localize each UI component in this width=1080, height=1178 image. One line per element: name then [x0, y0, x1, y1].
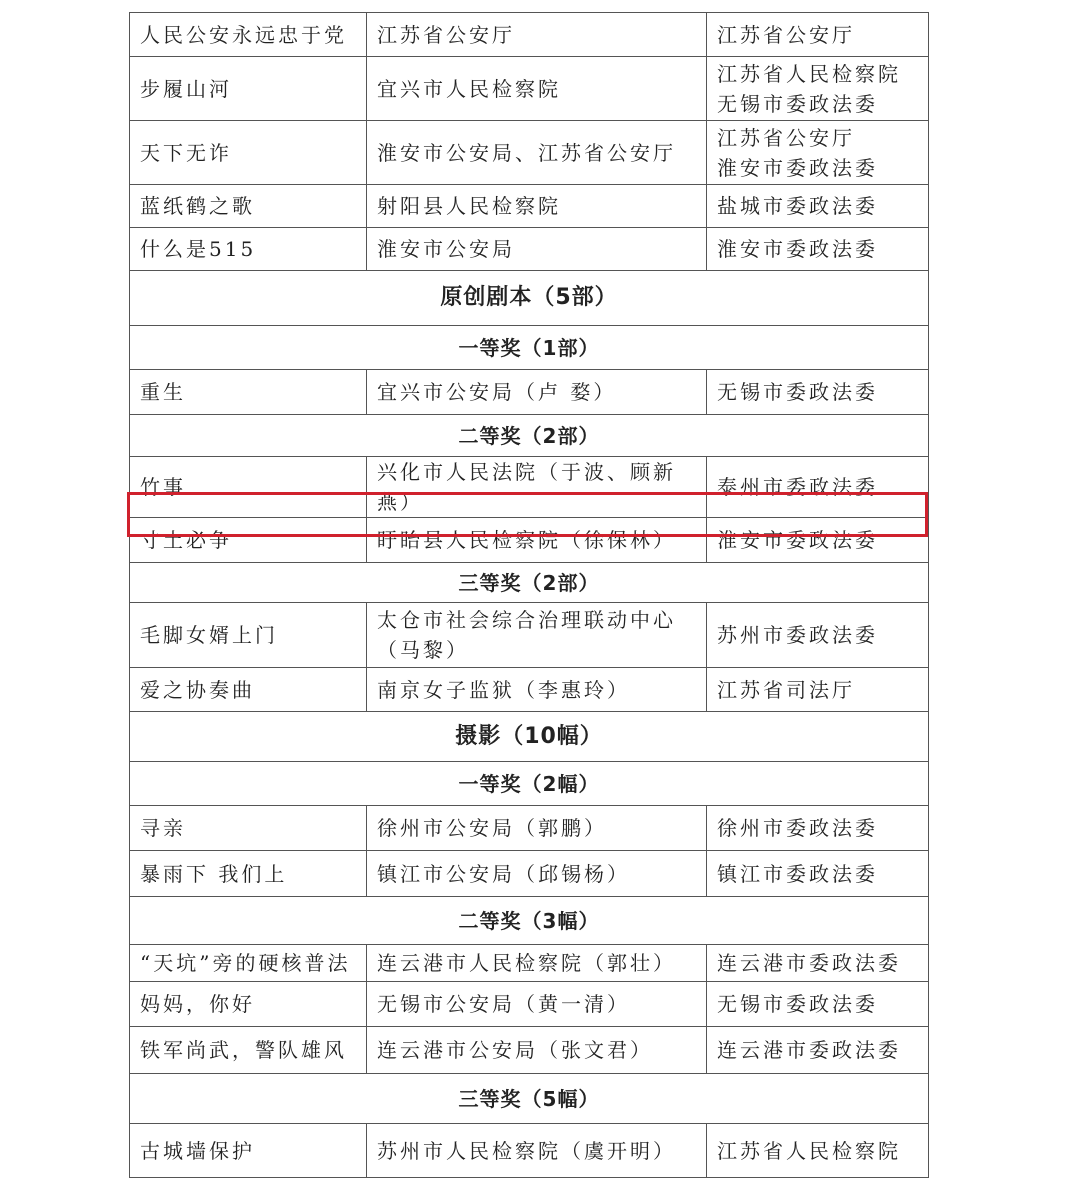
organization-cell: 苏州市人民检察院（虞开明） — [367, 1124, 707, 1178]
work-title-cell: 竹事 — [130, 457, 367, 518]
recommender-cell: 无锡市委政法委 — [707, 370, 929, 415]
work-title-cell: 毛脚女婿上门 — [130, 603, 367, 668]
table-row — [130, 1124, 929, 1178]
section-title: 原创剧本（5部） — [130, 271, 929, 326]
organization-cell: 宜兴市公安局（卢 婺） — [367, 370, 707, 415]
section-title: 摄影（10幅） — [130, 712, 929, 762]
table-row — [130, 806, 929, 851]
recommender-cell: 江苏省人民检察院 无锡市委政法委 — [707, 57, 929, 121]
work-title-cell: 人民公安永远忠于党 — [130, 13, 367, 57]
work-title-cell: 古城墙保护 — [130, 1124, 367, 1178]
table-row — [130, 603, 929, 668]
prize-level-row — [130, 762, 929, 806]
recommender-cell: 徐州市委政法委 — [707, 806, 929, 851]
prize-level-title: 三等奖（5幅） — [130, 1074, 929, 1124]
work-title-cell: 蓝纸鹤之歌 — [130, 185, 367, 228]
work-title-cell: 爱之协奏曲 — [130, 668, 367, 712]
prize-level-row — [130, 563, 929, 603]
work-title-cell: 步履山河 — [130, 57, 367, 121]
table-row — [130, 668, 929, 712]
highlighted-table-row — [130, 518, 929, 563]
table-row — [130, 982, 929, 1027]
prize-level-title: 一等奖（2幅） — [130, 762, 929, 806]
table-row — [130, 1027, 929, 1074]
work-title-cell: 什么是515 — [130, 228, 367, 271]
table-row — [130, 370, 929, 415]
work-title-cell: 寻亲 — [130, 806, 367, 851]
organization-cell: 连云港市人民检察院（郭壮） — [367, 945, 707, 982]
recommender-cell: 江苏省人民检察院 — [707, 1124, 929, 1178]
organization-cell: 淮安市公安局、江苏省公安厅 — [367, 121, 707, 185]
work-title-cell: 重生 — [130, 370, 367, 415]
table-row — [130, 457, 929, 518]
section-header-row — [130, 712, 929, 762]
prize-level-row — [130, 897, 929, 945]
awards-table — [129, 12, 929, 1178]
organization-cell: 太仓市社会综合治理联动中心（马黎） — [367, 603, 707, 668]
recommender-cell: 淮安市委政法委 — [707, 518, 929, 563]
prize-level-row — [130, 1074, 929, 1124]
work-title-cell: 天下无诈 — [130, 121, 367, 185]
recommender-cell: 江苏省公安厅 — [707, 13, 929, 57]
prize-level-title: 二等奖（3幅） — [130, 897, 929, 945]
organization-cell: 淮安市公安局 — [367, 228, 707, 271]
table-row — [130, 185, 929, 228]
prize-level-row — [130, 415, 929, 457]
table-row — [130, 851, 929, 897]
organization-cell: 连云港市公安局（张文君） — [367, 1027, 707, 1074]
work-title-cell: “天坑”旁的硬核普法 — [130, 945, 367, 982]
section-header-row — [130, 271, 929, 326]
recommender-cell: 无锡市委政法委 — [707, 982, 929, 1027]
organization-cell: 江苏省公安厅 — [367, 13, 707, 57]
recommender-cell: 泰州市委政法委 — [707, 457, 929, 518]
prize-level-title: 二等奖（2部） — [130, 415, 929, 457]
recommender-cell: 淮安市委政法委 — [707, 228, 929, 271]
table-row — [130, 13, 929, 57]
organization-cell: 盱眙县人民检察院（徐保林） — [367, 518, 707, 563]
recommender-cell: 连云港市委政法委 — [707, 945, 929, 982]
organization-cell: 兴化市人民法院（于波、顾新燕） — [367, 457, 707, 518]
organization-cell: 宜兴市人民检察院 — [367, 57, 707, 121]
organization-cell: 镇江市公安局（邱锡杨） — [367, 851, 707, 897]
organization-cell: 射阳县人民检察院 — [367, 185, 707, 228]
recommender-cell: 镇江市委政法委 — [707, 851, 929, 897]
recommender-cell: 江苏省公安厅 淮安市委政法委 — [707, 121, 929, 185]
recommender-cell: 盐城市委政法委 — [707, 185, 929, 228]
prize-level-title: 一等奖（1部） — [130, 326, 929, 370]
work-title-cell: 铁军尚武，警队雄风 — [130, 1027, 367, 1074]
organization-cell: 南京女子监狱（李惠玲） — [367, 668, 707, 712]
prize-level-row — [130, 326, 929, 370]
work-title-cell: 寸土必争 — [130, 518, 367, 563]
prize-level-title: 三等奖（2部） — [130, 563, 929, 603]
table-row — [130, 121, 929, 185]
table-row — [130, 945, 929, 982]
organization-cell: 徐州市公安局（郭鹏） — [367, 806, 707, 851]
table-row — [130, 228, 929, 271]
organization-cell: 无锡市公安局（黄一清） — [367, 982, 707, 1027]
recommender-cell: 江苏省司法厅 — [707, 668, 929, 712]
recommender-cell: 苏州市委政法委 — [707, 603, 929, 668]
work-title-cell: 暴雨下 我们上 — [130, 851, 367, 897]
recommender-cell: 连云港市委政法委 — [707, 1027, 929, 1074]
table-row — [130, 57, 929, 121]
work-title-cell: 妈妈，你好 — [130, 982, 367, 1027]
